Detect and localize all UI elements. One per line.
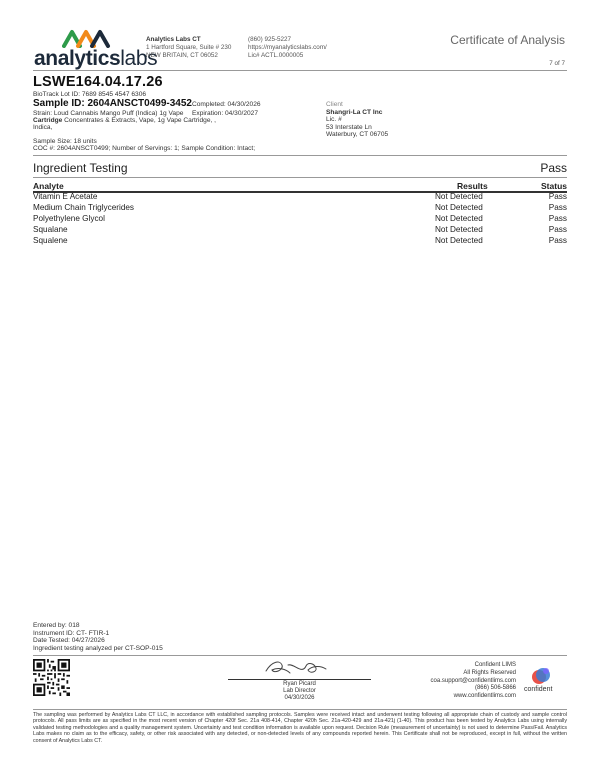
lims-phone: (866) 506-5866 (474, 685, 516, 692)
analyte-status: Pass (548, 214, 567, 223)
analytics-labs-logo-text: analyticslabs (34, 47, 158, 70)
confident-logo-text: confident (524, 686, 553, 693)
matrix: Concentrates & Extracts, Vape, 1g Vape Cartridge, , (64, 117, 217, 124)
analyte-name: Medium Chain Triglycerides (33, 203, 135, 212)
sample-size: Sample Size: 18 units (33, 138, 97, 145)
date-tested: Date Tested: 04/27/2026 (33, 637, 105, 645)
confident-logo-icon (531, 667, 551, 685)
lab-license: Lic# ACTL.0000005 (248, 52, 304, 59)
notes-divider (33, 655, 567, 656)
signature-line (228, 679, 371, 680)
analyte-name: Squalene (33, 236, 68, 245)
matrix-info (33, 117, 216, 125)
analyte-result: Not Detected (435, 214, 483, 223)
table-row (33, 192, 567, 203)
section-title: Ingredient Testing (33, 161, 128, 175)
analyte-result: Not Detected (435, 192, 483, 201)
lab-url[interactable]: https://myanalyticslabs.com/ (248, 44, 327, 51)
coc-info: COC #: 2604ANSCT0499; Number of Servings: 1; Sample Condition: Intact; (33, 145, 256, 152)
lab-name: Analytics Labs CT (146, 36, 201, 43)
disclaimer: The sampling was performed by Analytics Labs CT LLC, in accordance with established sampling protocols. Samples were received intact and underwent testing following all appropriate chain of custody and sample control protocols. All pass limits are as specified in the most recent version of Chapter 420f Sec. 21a 408-414, Chapter 420h Sec. 21a-420-429 and 21a-421j (1-40). This product has been tested by Analytics Labs using internally validated testing methodologies and a quality management system. Uncertainty and test condition information is available upon request. Decision Rule (measurement of uncertainty) is not used to determine Pass/Fail. Analytics Labs makes no claim as to the efficacy, safety, or other risk associated with any detected, or non-detected levels of any compounds reported herein. This Certificate shall not be reproduced, except in full, without the written consent of Analytics Labs CT. (33, 712, 567, 744)
expiration-date: Expiration: 04/30/2027 (192, 110, 258, 117)
entered-by: Entered by: 018 (33, 622, 80, 629)
header-divider (33, 70, 567, 71)
section-divider (33, 177, 567, 178)
lims-rights: All Rights Reserved (463, 669, 516, 676)
column-header-status: Status (541, 181, 567, 191)
lims-url[interactable]: www.confidentlims.com (453, 693, 516, 700)
table-row (33, 203, 567, 214)
table-row (33, 214, 567, 225)
client-address-line2: Waterbury, CT 06705 (326, 131, 389, 139)
analyte-result: Not Detected (435, 225, 483, 234)
page-number: 7 of 7 (549, 60, 565, 67)
qr-code-icon[interactable] (33, 659, 70, 696)
biotrack-lot-id: BioTrack Lot ID: 7689 8545 4547 6306 (33, 91, 147, 98)
signatory (228, 681, 371, 702)
document-title: Certificate of Analysis (450, 33, 565, 47)
analytics-labs-logo-icon (62, 28, 112, 48)
client-label: Client (326, 101, 343, 108)
strain: Strain: Loud Cannabis Mango Puff (Indica) 1g Vape (33, 110, 184, 117)
column-header-analyte: Analyte (33, 181, 64, 191)
analyte-name: Polyethylene Glycol (33, 214, 105, 223)
client-license: Lic. # (326, 116, 342, 124)
test-notes (33, 622, 163, 652)
signature-date: 04/30/2026 (284, 695, 315, 701)
lims-name: Confident LIMS (474, 662, 516, 668)
signatory-name: Ryan Picard (283, 681, 316, 687)
client-address-line1: 53 Interstate Ln (326, 123, 372, 131)
lab-phone: (860) 925-5227 (248, 36, 292, 43)
analyte-result: Not Detected (435, 203, 483, 212)
instrument-id: Instrument ID: CT- FTIR-1 (33, 629, 110, 637)
analyte-name: Vitamin E Acetate (33, 192, 98, 201)
sample-id: Sample ID: 2604ANSCT0499-3452 (33, 98, 192, 109)
table-row (33, 225, 567, 236)
signatory-title: Lab Director (283, 688, 316, 694)
analyte-status: Pass (548, 192, 567, 201)
sample-lswe: LSWE164.04.17.26 (33, 74, 163, 90)
lab-info (146, 36, 231, 60)
analyte-name: Squalane (33, 225, 68, 234)
footer-divider (33, 709, 567, 710)
category: Cartridge (33, 117, 63, 124)
lims-email[interactable]: coa.support@confidentlims.com (430, 677, 516, 684)
sample-type: Indica, (33, 124, 53, 131)
test-method: Ingredient testing analyzed per CT-SOP-015 (33, 644, 163, 652)
lims-info (431, 662, 516, 701)
sample-divider (33, 155, 567, 156)
lab-contact (248, 36, 327, 60)
lab-address-line2: NEW BRITAIN, CT 06052 (146, 52, 218, 59)
analyte-status: Pass (548, 236, 567, 245)
lab-address-line1: 1 Hartford Square, Suite # 230 (146, 44, 232, 51)
analyte-status: Pass (548, 225, 567, 234)
table-row (33, 236, 567, 247)
completed-date: Completed: 04/30/2026 (192, 101, 261, 108)
section-status: Pass (540, 161, 567, 175)
signature-image (262, 657, 332, 679)
analyte-status: Pass (548, 203, 567, 212)
analyte-result: Not Detected (435, 236, 483, 245)
column-header-results: Results (457, 181, 488, 191)
client-name: Shangri-La CT Inc (326, 108, 383, 116)
client-block (326, 101, 388, 139)
